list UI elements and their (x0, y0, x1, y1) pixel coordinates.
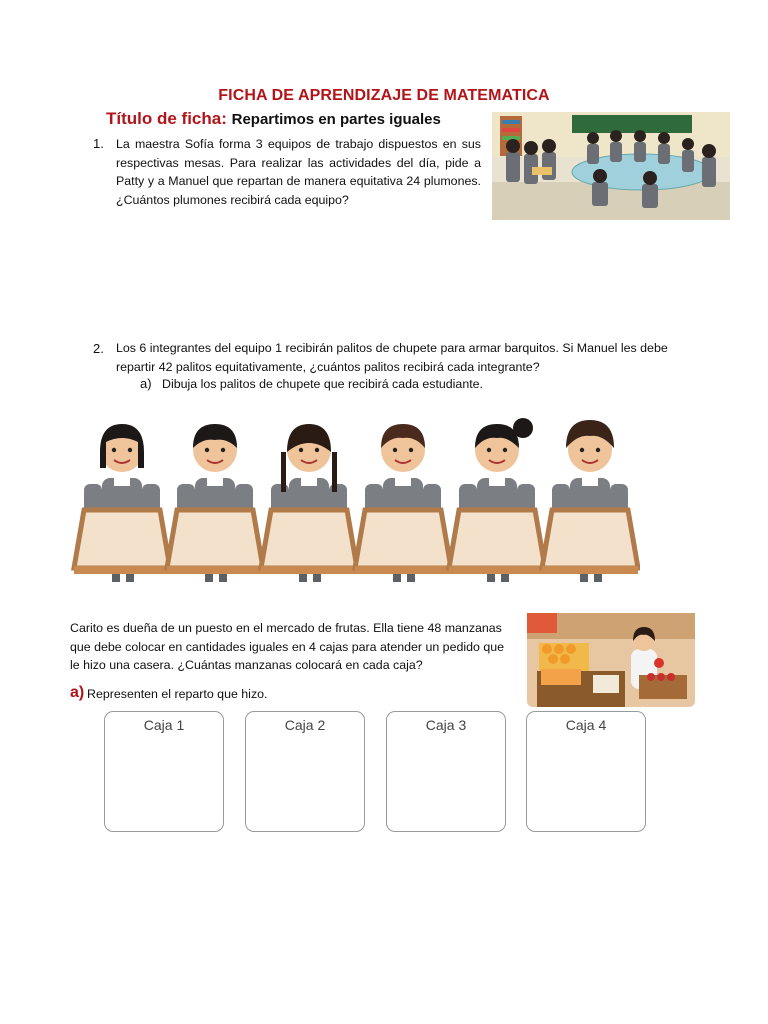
problem1-text: La maestra Sofía forma 3 equipos de trabajo dispuestos en sus respectivas mesas. Para realizar las actividades del día, pide a Patty y a Manuel que repartan de manera equitativa 24 plumones. ¿Cuántos plumones recibirá cada equipo? (116, 137, 481, 207)
subtitle-label: Título de ficha: (106, 109, 227, 128)
problem2-number: 2. (93, 341, 104, 356)
problem2-sub-label: a) (140, 376, 152, 391)
subtitle-value: Repartimos en partes iguales (231, 111, 441, 128)
problem3-sub-label: a) (70, 684, 85, 701)
problem3-text: Carito es dueña de un puesto en el mercado de frutas. Ella tiene 48 manzanas que debe colocar en cantidades iguales en 4 cajas para atender un pedido que le hizo una casera. ¿Cuántas manzanas colocará en cada caja? (70, 621, 504, 672)
answer-box-4[interactable] (526, 711, 646, 832)
page-title: FICHA DE APRENDIZAJE DE MATEMATICA (218, 87, 550, 104)
problem2-sub-text: Dibuja los palitos de chupete que recibirá cada estudiante. (162, 377, 483, 391)
problem1-number: 1. (93, 136, 104, 151)
box-caption: Caja 4 (565, 717, 607, 733)
classroom-illustration (492, 112, 730, 220)
problem2-text: Los 6 integrantes del equipo 1 recibirán palitos de chupete para armar barquitos. Si Manuel les debe repartir 42 palitos equitativamente, ¿cuántos palitos recibirá cada integrante? (116, 341, 668, 374)
problem3-sub-text: Representen el reparto que hizo. (87, 687, 268, 701)
market-illustration (527, 613, 695, 707)
box-caption: Caja 2 (284, 717, 326, 733)
subtitle (106, 109, 441, 129)
box-caption: Caja 1 (143, 717, 185, 733)
children-with-trays (70, 412, 640, 584)
answer-box-3[interactable] (386, 711, 506, 832)
answer-box-2[interactable] (245, 711, 365, 832)
box-caption: Caja 3 (425, 717, 467, 733)
answer-box-1[interactable] (104, 711, 224, 832)
